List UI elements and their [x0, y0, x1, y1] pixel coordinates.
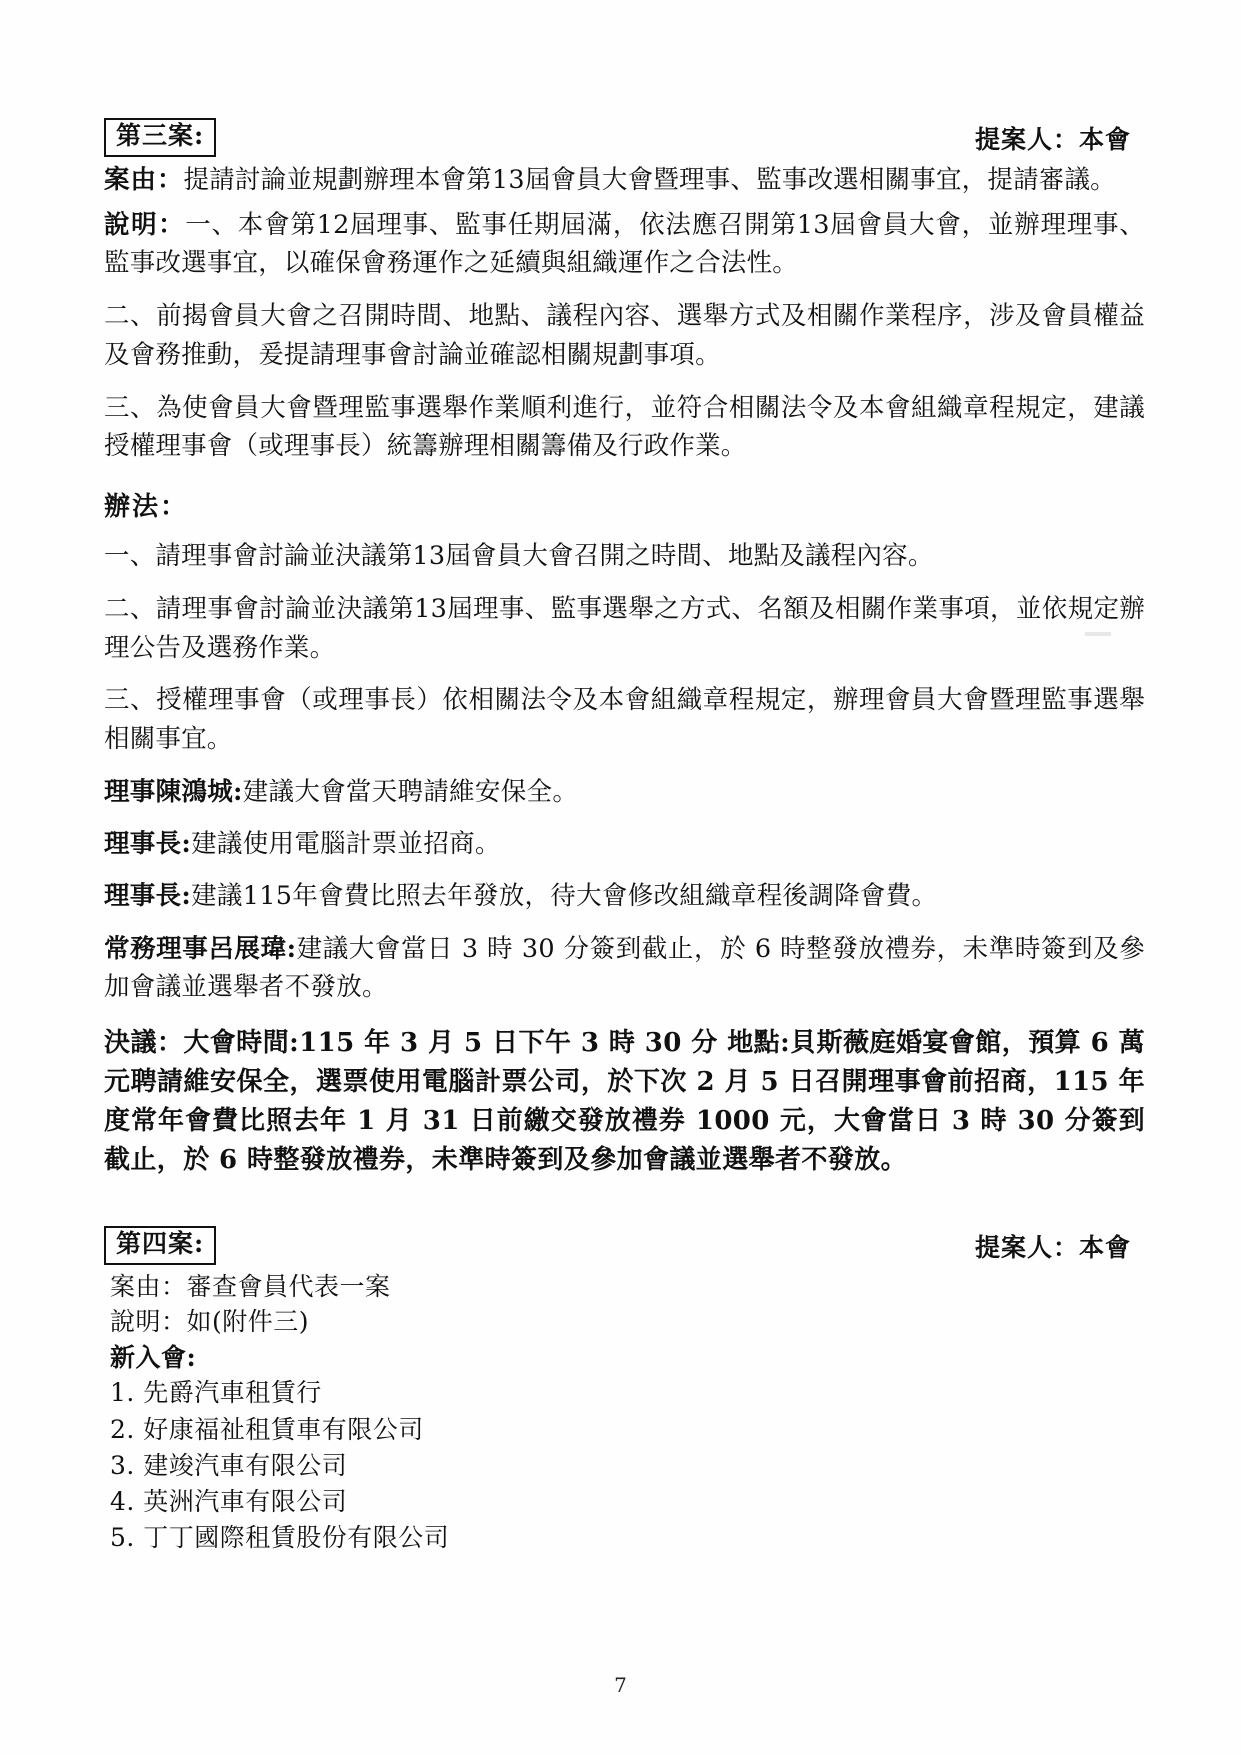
page-number: 7 — [614, 1673, 627, 1697]
case4-new-members-label: 新入會: — [110, 1342, 197, 1372]
case3-method-label: 辦法： — [104, 492, 189, 522]
case3-speaker-1 — [104, 773, 1145, 811]
case3-speaker-2 — [104, 825, 1145, 863]
list-item: 3. 建竣汽車有限公司 — [110, 1450, 348, 1480]
list-item: 4. 英洲汽車有限公司 — [110, 1487, 348, 1516]
case4-header — [104, 1226, 1145, 1265]
list-item: 1. 先爵汽車租賃行 — [110, 1378, 322, 1408]
case4-label: 第四案: — [104, 1226, 216, 1265]
case3-reason-label: 案由： — [104, 164, 184, 195]
case3-speaker-4-name: 常務理事呂展瑋: — [104, 933, 297, 964]
case3-speaker-3 — [104, 877, 1145, 915]
case4-reason: 案由：審查會員代表一案 — [110, 1271, 391, 1301]
case3-speaker-4-text: 建議大會當日 3 時 30 分簽到截止，於 6 時整發放禮券，未準時簽到及參加會議並選舉者不發放。 — [104, 933, 1145, 1002]
case3-speaker-3-text: 建議115年會費比照去年發放，待大會修改組織章程後調降會費。 — [191, 881, 938, 912]
list-item: 5. 丁丁國際租賃股份有限公司 — [110, 1523, 450, 1553]
case3-explanation-2: 二、前揭會員大會之召開時間、地點、議程內容、選舉方式及相關作業程序，涉及會員權益及會務推動，爰提請理事會討論並確認相關規劃事項。 — [104, 301, 1145, 370]
case4-new-members-list — [104, 1375, 1145, 1556]
case3-reason — [104, 161, 1145, 200]
scan-artifact — [1085, 632, 1111, 636]
case4-proposer: 提案人：本會 — [974, 1233, 1131, 1262]
case3-resolution: 決議：大會時間:115 年 3 月 5 日下午 3 時 30 分 地點:貝斯薇庭婚宴會館，預算 6 萬元聘請維安保全，選票使用電腦計票公司，於下次 2 月 5 日召開理事會前招商，115 年度常年會費比照去年 1 月 31 日前繳交發放禮券 1000 元，大會當日 3 時 30 分簽到截止，於 6 時整發放禮券，未準時簽到及參加會議並選舉者不發放。 — [104, 1028, 1145, 1175]
case3-method-item-3: 三、授權理事會（或理事長）依相關法令及本會組織章程規定，辦理會員大會暨理監事選舉相關事宜。 — [104, 685, 1145, 754]
case3-label: 第三案: — [104, 118, 216, 157]
case3-explanation-1 — [104, 206, 1145, 284]
case3-explanation-3: 三、為使會員大會暨理監事選舉作業順利進行，並符合相關法令及本會組織章程規定，建議授權理事會（或理事長）統籌辦理相關籌備及行政作業。 — [104, 392, 1145, 462]
case3-speaker-3-name: 理事長: — [104, 881, 192, 912]
case3-header — [104, 118, 1145, 157]
case4-explanation: 說明：如(附件三) — [110, 1307, 310, 1337]
case3-explanation-item-1: 一、本會第12屆理事、監事任期屆滿，依法應召開第13屆會員大會，並辦理理事、監事改選事宜，以確保會務運作之延續與組織運作之合法性。 — [104, 209, 1145, 279]
case3-speaker-1-text: 建議大會當天聘請維安保全。 — [242, 776, 579, 807]
case3-speaker-2-text: 建議使用電腦計票並招商。 — [191, 829, 501, 859]
case3-reason-text: 提請討論並規劃辦理本會第13屆會員大會暨理事、監事改選相關事宜，提請審議。 — [183, 164, 1116, 195]
case3-explanation-label: 說明： — [104, 209, 186, 240]
case3-speaker-1-name: 理事陳鴻城: — [104, 776, 243, 807]
case3-proposer: 提案人：本會 — [974, 125, 1131, 154]
case3-speaker-2-name: 理事長: — [104, 829, 192, 859]
list-item: 2. 好康福祉租賃車有限公司 — [110, 1414, 424, 1444]
case3-method-item-2: 二、請理事會討論並決議第13屆理事、監事選舉之方式、名額及相關作業事項，並依規定辦理公告及選務作業。 — [104, 593, 1145, 663]
case3-method-item-1: 一、請理事會討論並決議第13屆會員大會召開之時間、地點及議程內容。 — [104, 541, 934, 571]
case3-speaker-4 — [104, 930, 1145, 1007]
